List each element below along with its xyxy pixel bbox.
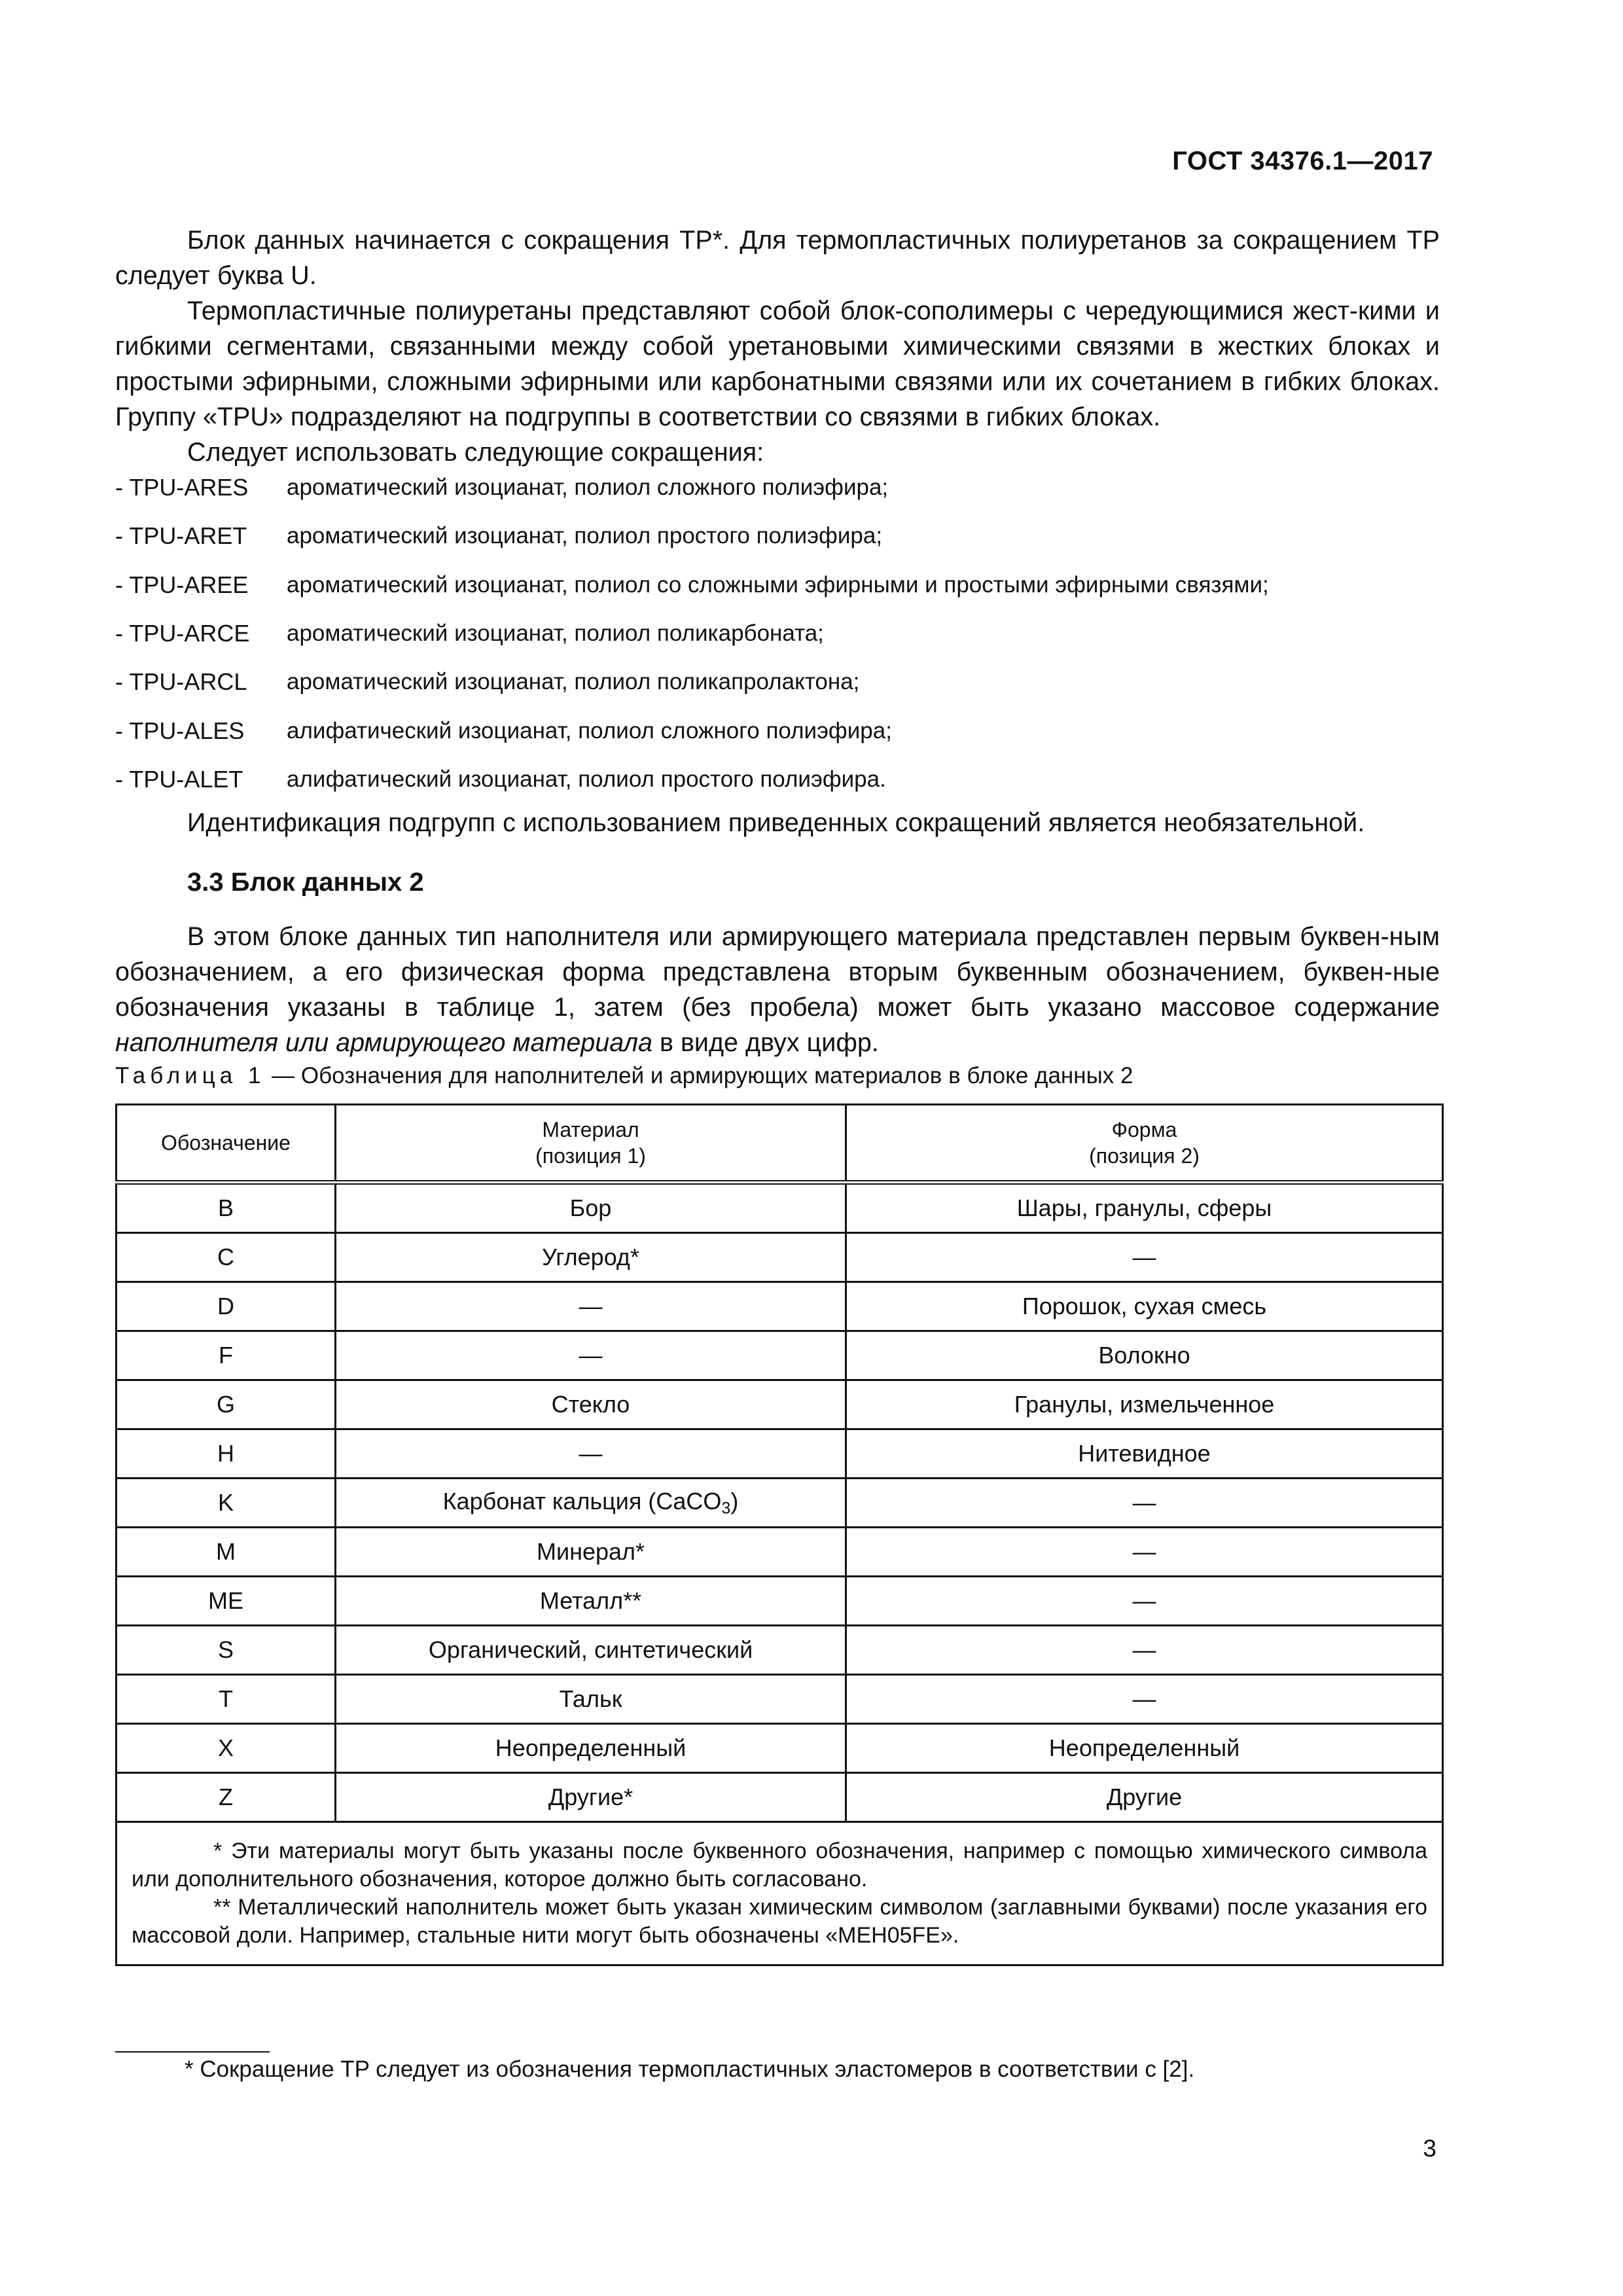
abbreviation-code: - TPU-ARES: [115, 474, 249, 501]
cell-form: Шары, гранулы, сферы: [846, 1183, 1443, 1233]
cell-material: [336, 1479, 846, 1528]
table-row: [116, 1577, 1443, 1626]
document-number: ГОСТ 34376.1—2017: [1172, 147, 1433, 175]
section-text-part: в виде двух цифр.: [652, 1028, 879, 1057]
after-list-text: [115, 805, 1440, 840]
table-row: [116, 1282, 1443, 1331]
table-notes-row: [116, 1822, 1443, 1965]
section-title: 3.3 Блок данных 2: [187, 868, 424, 897]
cell-material: Минерал*: [336, 1528, 846, 1577]
cell-form: Другие: [846, 1773, 1443, 1822]
table-row: [116, 1183, 1443, 1233]
table-row: [116, 1479, 1443, 1528]
cell-material: Бор: [336, 1183, 846, 1233]
cell-code: T: [116, 1675, 336, 1724]
table-header-row: [116, 1105, 1443, 1183]
abbreviation-code: - TPU-ARET: [115, 522, 247, 550]
list-item: [115, 755, 1489, 804]
abbreviation-code: - TPU-ARCE: [115, 620, 250, 647]
list-item: [115, 463, 1489, 512]
header-material-line2: (позиция 1): [535, 1144, 646, 1168]
cell-code: S: [116, 1626, 336, 1675]
header-form: [846, 1105, 1443, 1183]
abbreviation-description: ароматический изоцианат, полиол со сложными эфирными и простыми эфирными связями;: [287, 571, 1269, 598]
table-note: ** Металлический наполнитель может быть указан химическим символом (заглавными буквами) после указания его массовой доли. Например, стальные нити могут быть обозначены «MEH05FE».: [132, 1895, 1427, 1948]
cell-material: Углерод*: [336, 1233, 846, 1282]
footnote-divider: [115, 2051, 270, 2053]
header-form-line2: (позиция 2): [1089, 1144, 1200, 1168]
page-number: 3: [1423, 2135, 1436, 2162]
header-designation: Обозначение: [116, 1105, 336, 1183]
list-item: [115, 609, 1489, 658]
table-row: [116, 1626, 1443, 1675]
header-form-line1: Форма: [1111, 1118, 1177, 1141]
table-row: [116, 1331, 1443, 1380]
table-row: [116, 1429, 1443, 1479]
table-caption-text: — Обозначения для наполнителей и армирующих материалов в блоке данных 2: [265, 1063, 1133, 1088]
list-item: [115, 658, 1489, 706]
abbreviation-code: - TPU-ARCL: [115, 668, 247, 696]
section-text-italic: наполнителя или армирующего материала: [115, 1028, 653, 1057]
cell-code: C: [116, 1233, 336, 1282]
cell-form: —: [846, 1528, 1443, 1577]
intro-paragraph: Термопластичные полиуретаны представляют собой блок-сополимеры с чередующимися жест-кими и гибкими сегментами, связанными между собой уретановыми химическими связями в жестких блоках и простыми эфирными, сложными эфирными или карбонатными связями или их сочетанием в гибких блоках. Группу «TPU» подразделяют на подгруппы в соответствии со связями в гибких блоках.: [115, 296, 1440, 431]
abbreviation-description: алифатический изоцианат, полиол сложного полиэфира;: [287, 717, 892, 744]
after-list-paragraph: Идентификация подгрупп с использованием приведенных сокращений является необязательной.: [187, 808, 1365, 837]
table-row: [116, 1773, 1443, 1822]
table-note: * Эти материалы могут быть указаны после буквенного обозначения, например с помощью химического символа или дополнительного обозначения, которое должно быть согласовано.: [132, 1839, 1427, 1892]
abbreviation-code: - TPU-AREE: [115, 571, 249, 598]
intro-text: [115, 223, 1440, 470]
cell-form: Гранулы, измельченное: [846, 1380, 1443, 1429]
cell-material: —: [336, 1429, 846, 1479]
table-caption: [115, 1063, 1133, 1089]
cell-form: —: [846, 1626, 1443, 1675]
cell-form: —: [846, 1577, 1443, 1626]
cell-form: —: [846, 1233, 1443, 1282]
abbreviation-code: - TPU-ALET: [115, 765, 243, 793]
cell-material: Стекло: [336, 1380, 846, 1429]
abbreviation-list: [115, 463, 1489, 804]
table-row: [116, 1675, 1443, 1724]
table-notes: [116, 1822, 1443, 1965]
abbreviation-description: алифатический изоцианат, полиол простого полиэфира.: [287, 766, 886, 792]
list-item: [115, 706, 1489, 755]
cell-code: Z: [116, 1773, 336, 1822]
cell-form: —: [846, 1675, 1443, 1724]
table-caption-label: Таблица 1: [115, 1063, 266, 1088]
cell-material: —: [336, 1282, 846, 1331]
cell-code: ME: [116, 1577, 336, 1626]
cell-code: B: [116, 1183, 336, 1233]
abbreviation-description: ароматический изоцианат, полиол поликарбоната;: [287, 620, 824, 647]
cell-material: Металл**: [336, 1577, 846, 1626]
cell-code: H: [116, 1429, 336, 1479]
abbreviation-description: ароматический изоцианат, полиол поликапролактона;: [287, 669, 860, 695]
footnote: * Сокращение TP следует из обозначения термопластичных эластомеров в соответствии с [2].: [185, 2056, 1195, 2082]
list-item: [115, 512, 1489, 560]
cell-code: G: [116, 1380, 336, 1429]
table-row: [116, 1380, 1443, 1429]
table-row: [116, 1528, 1443, 1577]
intro-paragraph: Блок данных начинается с сокращения TP*. Для термопластичных полиуретанов за сокращением TP следует буква U.: [115, 226, 1440, 290]
section-text: [115, 919, 1440, 1060]
cell-material: Неопределенный: [336, 1724, 846, 1773]
table-row: [116, 1233, 1443, 1282]
cell-material: —: [336, 1331, 846, 1380]
section-text-part: В этом блоке данных тип наполнителя или армирующего материала представлен первым буквен-ным обозначением, а его физическая форма представлена вторым буквенным обозначением, буквен-ные обозначения указаны в таблице 1, затем (без пробела) может быть указано массовое содержание: [115, 922, 1440, 1022]
section-paragraph: [115, 919, 1440, 1060]
intro-paragraph: Следует использовать следующие сокращения:: [187, 438, 764, 467]
header-material-line1: Материал: [542, 1118, 639, 1141]
cell-code: X: [116, 1724, 336, 1773]
list-item: [115, 561, 1489, 609]
cell-code: M: [116, 1528, 336, 1577]
header-material: [336, 1105, 846, 1183]
abbreviation-code: - TPU-ALES: [115, 717, 245, 744]
cell-form: —: [846, 1479, 1443, 1528]
cell-material: Тальк: [336, 1675, 846, 1724]
abbreviation-description: ароматический изоцианат, полиол сложного полиэфира;: [287, 475, 889, 501]
designations-table: [115, 1103, 1444, 1966]
cell-code: F: [116, 1331, 336, 1380]
cell-material-subscript: 3: [721, 1499, 731, 1518]
cell-form: Неопределенный: [846, 1724, 1443, 1773]
table-row: [116, 1724, 1443, 1773]
abbreviation-description: ароматический изоцианат, полиол простого полиэфира;: [287, 523, 883, 549]
cell-form: Волокно: [846, 1331, 1443, 1380]
cell-material-text: Карбонат кальция (CaCO: [442, 1487, 722, 1515]
cell-code: D: [116, 1282, 336, 1331]
cell-form: Нитевидное: [846, 1429, 1443, 1479]
cell-material: Органический, синтетический: [336, 1626, 846, 1675]
cell-material-text: ): [730, 1487, 739, 1515]
cell-code: K: [116, 1479, 336, 1528]
cell-form: Порошок, сухая смесь: [846, 1282, 1443, 1331]
cell-material: Другие*: [336, 1773, 846, 1822]
